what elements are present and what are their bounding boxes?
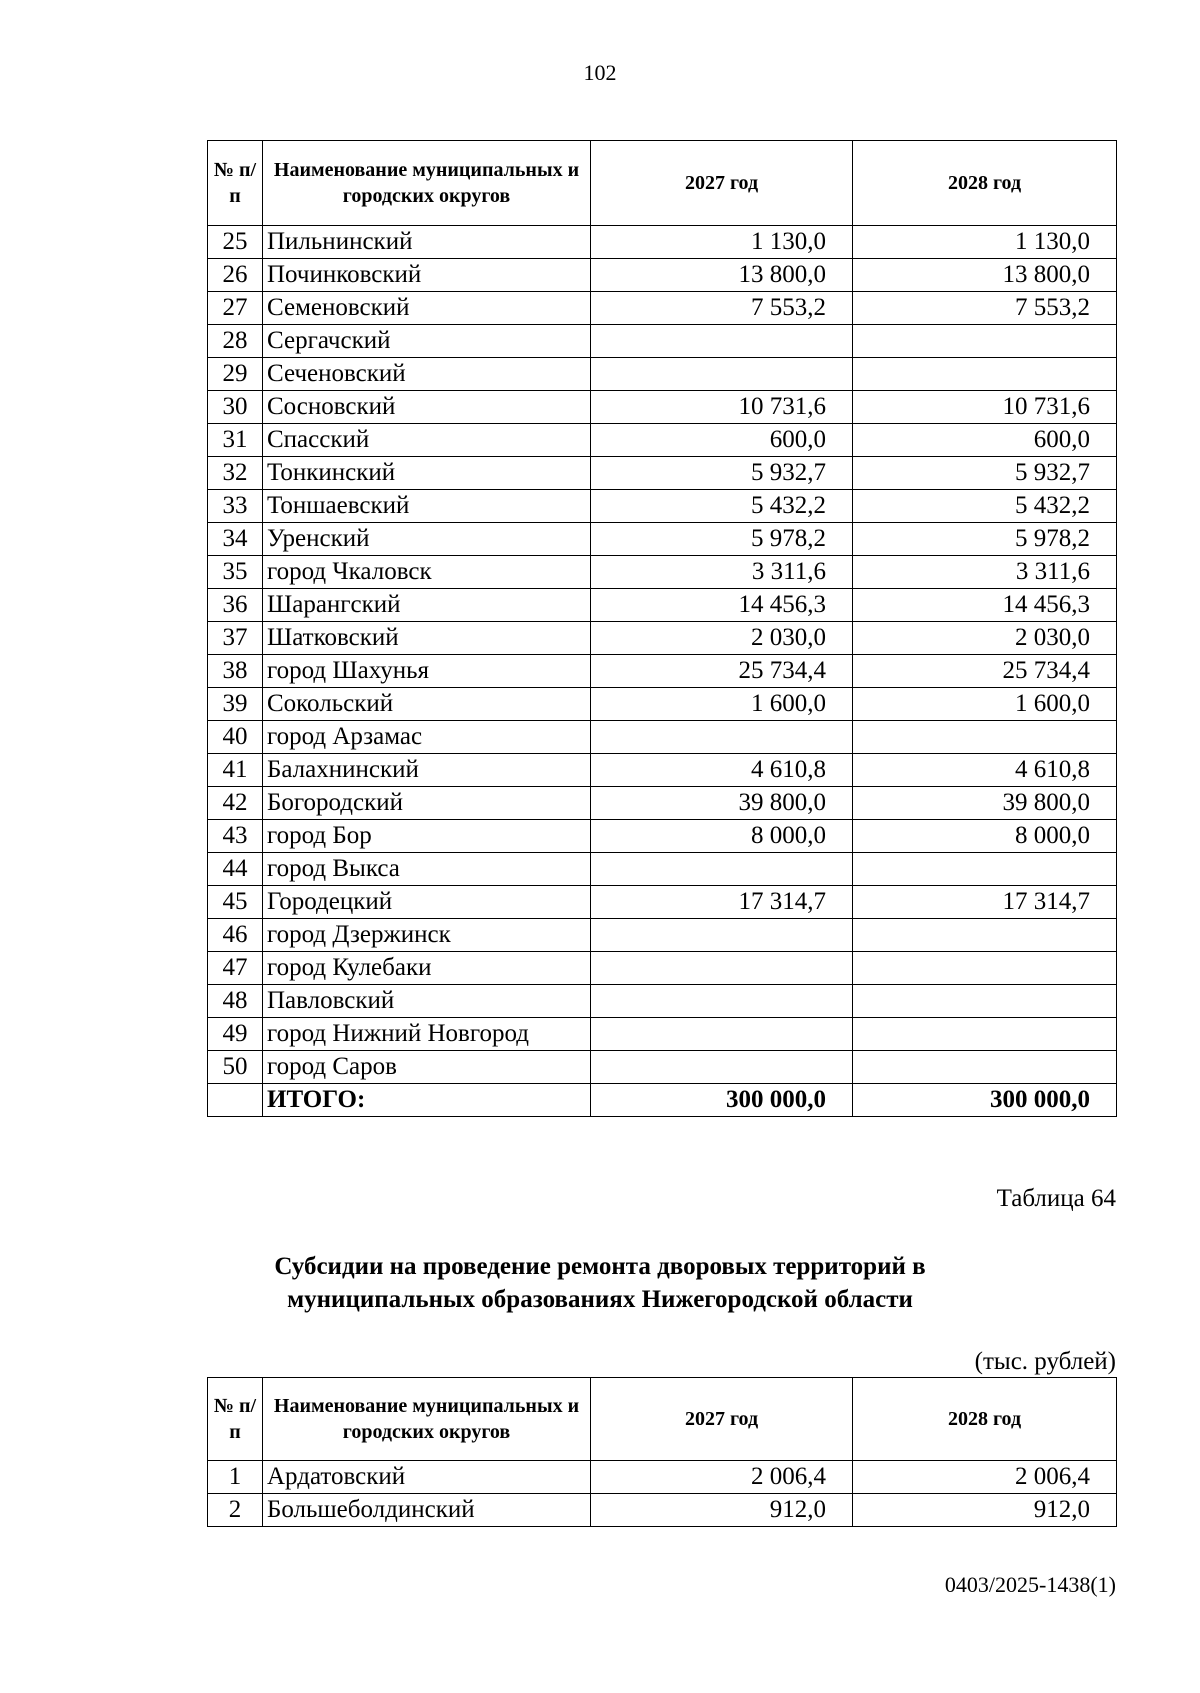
value-2028: 300 000,0 <box>853 1084 1117 1117</box>
value-2028: 39 800,0 <box>853 787 1117 820</box>
value-2027 <box>591 919 853 952</box>
header-2028: 2028 год <box>853 141 1117 226</box>
value-2027: 13 800,0 <box>591 259 853 292</box>
row-number: 39 <box>208 688 263 721</box>
value-2028: 10 731,6 <box>853 391 1117 424</box>
value-2027 <box>591 1018 853 1051</box>
header-name: Наименование муниципальных и городских округов <box>263 1378 591 1461</box>
row-number: 49 <box>208 1018 263 1051</box>
value-2028 <box>853 1018 1117 1051</box>
value-2027 <box>591 358 853 391</box>
value-2027: 2 030,0 <box>591 622 853 655</box>
table-row <box>208 523 1117 556</box>
value-2027 <box>591 721 853 754</box>
row-number: 46 <box>208 919 263 952</box>
table-row <box>208 820 1117 853</box>
table-row <box>208 853 1117 886</box>
row-number: 37 <box>208 622 263 655</box>
value-2027: 1 130,0 <box>591 226 853 259</box>
value-2028: 5 932,7 <box>853 457 1117 490</box>
value-2027: 4 610,8 <box>591 754 853 787</box>
row-name: Городецкий <box>263 886 591 919</box>
value-2027: 5 978,2 <box>591 523 853 556</box>
value-2027: 912,0 <box>591 1494 853 1527</box>
table-row <box>208 1494 1117 1527</box>
row-name: город Бор <box>263 820 591 853</box>
table-row <box>208 589 1117 622</box>
value-2028: 5 432,2 <box>853 490 1117 523</box>
value-2028 <box>853 358 1117 391</box>
row-number: 35 <box>208 556 263 589</box>
table-row <box>208 952 1117 985</box>
row-name: город Чкаловск <box>263 556 591 589</box>
row-number <box>208 1084 263 1117</box>
value-2027: 14 456,3 <box>591 589 853 622</box>
row-number: 30 <box>208 391 263 424</box>
subsidy-table-continued <box>207 140 1117 1117</box>
value-2028 <box>853 952 1117 985</box>
title-line-1: Субсидии на проведение ремонта дворовых территорий в <box>274 1253 926 1280</box>
value-2027 <box>591 985 853 1018</box>
value-2027: 5 932,7 <box>591 457 853 490</box>
value-2028: 2 006,4 <box>853 1461 1117 1494</box>
row-number: 50 <box>208 1051 263 1084</box>
row-number: 45 <box>208 886 263 919</box>
value-2028 <box>853 1051 1117 1084</box>
row-number: 31 <box>208 424 263 457</box>
table-row <box>208 622 1117 655</box>
row-number: 29 <box>208 358 263 391</box>
row-number: 38 <box>208 655 263 688</box>
yard-repair-subsidy-table <box>207 1377 1117 1527</box>
row-name: ИТОГО: <box>263 1084 591 1117</box>
title-line-2: муниципальных образованиях Нижегородской области <box>287 1286 913 1313</box>
value-2028 <box>853 919 1117 952</box>
row-number: 42 <box>208 787 263 820</box>
row-name: Починковский <box>263 259 591 292</box>
row-number: 41 <box>208 754 263 787</box>
table-number: Таблица 64 <box>996 1185 1116 1212</box>
row-name: Сеченовский <box>263 358 591 391</box>
row-name: Богородский <box>263 787 591 820</box>
row-number: 43 <box>208 820 263 853</box>
row-name: Сосновский <box>263 391 591 424</box>
row-name: Павловский <box>263 985 591 1018</box>
row-number: 2 <box>208 1494 263 1527</box>
header-name: Наименование муниципальных и городских округов <box>263 141 591 226</box>
table-row <box>208 1018 1117 1051</box>
value-2028: 5 978,2 <box>853 523 1117 556</box>
row-name: Балахнинский <box>263 754 591 787</box>
row-name: Ардатовский <box>263 1461 591 1494</box>
table-row <box>208 886 1117 919</box>
value-2028: 8 000,0 <box>853 820 1117 853</box>
value-2028 <box>853 721 1117 754</box>
value-2027: 39 800,0 <box>591 787 853 820</box>
total-row <box>208 1084 1117 1117</box>
table-row <box>208 292 1117 325</box>
value-2027: 8 000,0 <box>591 820 853 853</box>
value-2027 <box>591 325 853 358</box>
table-row <box>208 1051 1117 1084</box>
row-name: Пильнинский <box>263 226 591 259</box>
row-name: Сергачский <box>263 325 591 358</box>
row-number: 40 <box>208 721 263 754</box>
row-name: Большеболдинский <box>263 1494 591 1527</box>
value-2027 <box>591 1051 853 1084</box>
table-row <box>208 787 1117 820</box>
table-header-row <box>208 141 1117 226</box>
table-header-row <box>208 1378 1117 1461</box>
row-number: 48 <box>208 985 263 1018</box>
row-name: Спасский <box>263 424 591 457</box>
value-2027 <box>591 853 853 886</box>
row-name: город Шахунья <box>263 655 591 688</box>
row-number: 34 <box>208 523 263 556</box>
value-2027: 5 432,2 <box>591 490 853 523</box>
row-name: город Нижний Новгород <box>263 1018 591 1051</box>
value-2028: 2 030,0 <box>853 622 1117 655</box>
value-2028: 25 734,4 <box>853 655 1117 688</box>
row-number: 36 <box>208 589 263 622</box>
table-row <box>208 688 1117 721</box>
table-row <box>208 556 1117 589</box>
document-code: 0403/2025-1438(1) <box>944 1572 1116 1597</box>
row-number: 33 <box>208 490 263 523</box>
row-name: город Выкса <box>263 853 591 886</box>
value-2027: 17 314,7 <box>591 886 853 919</box>
row-name: Тоншаевский <box>263 490 591 523</box>
page-number: 102 <box>583 60 617 85</box>
table-row <box>208 325 1117 358</box>
row-name: город Саров <box>263 1051 591 1084</box>
table-row <box>208 424 1117 457</box>
row-number: 1 <box>208 1461 263 1494</box>
table-title <box>0 1250 1200 1316</box>
row-number: 27 <box>208 292 263 325</box>
value-2028: 7 553,2 <box>853 292 1117 325</box>
table-row <box>208 754 1117 787</box>
table-row <box>208 391 1117 424</box>
row-number: 25 <box>208 226 263 259</box>
value-2027 <box>591 952 853 985</box>
value-2028: 1 130,0 <box>853 226 1117 259</box>
value-2027: 25 734,4 <box>591 655 853 688</box>
row-number: 32 <box>208 457 263 490</box>
value-2027: 3 311,6 <box>591 556 853 589</box>
table-row <box>208 259 1117 292</box>
value-2027: 600,0 <box>591 424 853 457</box>
row-name: город Кулебаки <box>263 952 591 985</box>
header-2027: 2027 год <box>591 1378 853 1461</box>
value-2027: 7 553,2 <box>591 292 853 325</box>
value-2028: 14 456,3 <box>853 589 1117 622</box>
table-row <box>208 490 1117 523</box>
value-2028: 4 610,8 <box>853 754 1117 787</box>
row-name: Семеновский <box>263 292 591 325</box>
table-row <box>208 1461 1117 1494</box>
row-name: город Дзержинск <box>263 919 591 952</box>
row-name: город Арзамас <box>263 721 591 754</box>
value-2028: 912,0 <box>853 1494 1117 1527</box>
table-row <box>208 226 1117 259</box>
value-2028: 3 311,6 <box>853 556 1117 589</box>
header-number: № п/п <box>208 1378 263 1461</box>
table-row <box>208 985 1117 1018</box>
row-name: Шатковский <box>263 622 591 655</box>
value-2027: 10 731,6 <box>591 391 853 424</box>
value-2028 <box>853 853 1117 886</box>
value-2028: 600,0 <box>853 424 1117 457</box>
value-2028 <box>853 325 1117 358</box>
row-number: 26 <box>208 259 263 292</box>
value-2027: 300 000,0 <box>591 1084 853 1117</box>
value-2028: 17 314,7 <box>853 886 1117 919</box>
header-number: № п/п <box>208 141 263 226</box>
row-name: Сокольский <box>263 688 591 721</box>
value-2028 <box>853 985 1117 1018</box>
row-number: 47 <box>208 952 263 985</box>
value-2027: 1 600,0 <box>591 688 853 721</box>
row-name: Уренский <box>263 523 591 556</box>
table-row <box>208 919 1117 952</box>
table-row <box>208 358 1117 391</box>
row-name: Шарангский <box>263 589 591 622</box>
row-number: 44 <box>208 853 263 886</box>
table-row <box>208 655 1117 688</box>
header-2027: 2027 год <box>591 141 853 226</box>
value-2027: 2 006,4 <box>591 1461 853 1494</box>
header-2028: 2028 год <box>853 1378 1117 1461</box>
value-2028: 1 600,0 <box>853 688 1117 721</box>
value-2028: 13 800,0 <box>853 259 1117 292</box>
row-name: Тонкинский <box>263 457 591 490</box>
units-label: (тыс. рублей) <box>974 1348 1116 1375</box>
table-row <box>208 721 1117 754</box>
row-number: 28 <box>208 325 263 358</box>
table-row <box>208 457 1117 490</box>
